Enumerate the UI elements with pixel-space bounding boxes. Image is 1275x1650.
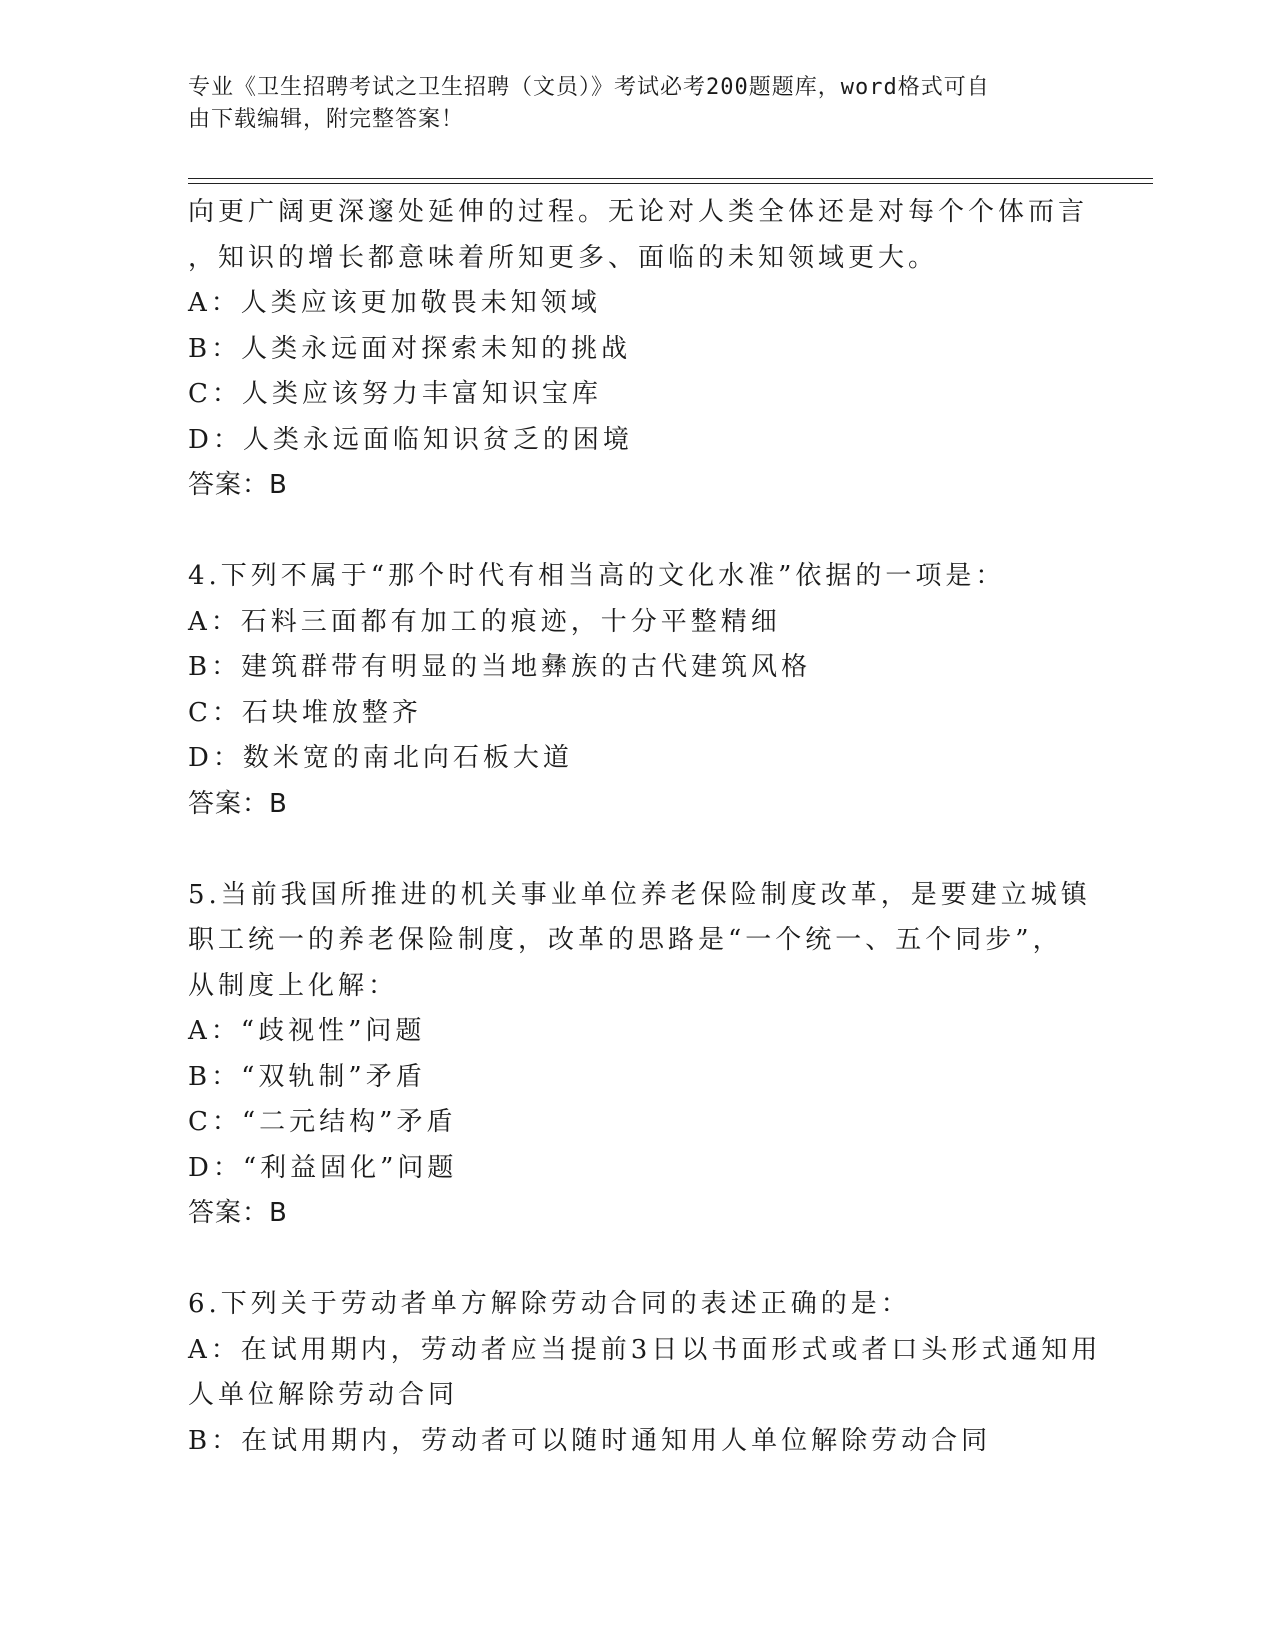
answer-line: 答案：B [188, 470, 288, 500]
document-body [188, 190, 1102, 1464]
option-c: C：石块堆放整齐 [188, 697, 422, 728]
option-a: A：人类应该更加敬畏未知领域 [188, 288, 601, 318]
option-a: A：在试用期内，劳动者应当提前3日以书面形式或者口头形式通知用 [188, 1334, 1102, 1365]
question-3 [188, 190, 1088, 509]
spacer [188, 509, 1088, 555]
option-b: B：在试用期内，劳动者可以随时通知用人单位解除劳动合同 [188, 1425, 992, 1456]
header-rule-top [188, 178, 1153, 179]
option-a-continued: 人单位解除劳动合同 [188, 1380, 459, 1410]
option-b: B：建筑群带有明显的当地彝族的古代建筑风格 [188, 652, 812, 682]
question-stem-line: 5.当前我国所推进的机关事业单位养老保险制度改革，是要建立城镇 [188, 879, 1091, 910]
question-stem-line: ，知识的增长都意味着所知更多、面临的未知领域更大。 [188, 242, 939, 273]
question-stem-line: 6.下列关于劳动者单方解除劳动合同的表述正确的是： [188, 1289, 911, 1319]
question-6 [188, 1282, 1102, 1464]
option-d: D：“利益固化”问题 [188, 1152, 458, 1183]
option-d: D：人类永远面临知识贫乏的困境 [188, 424, 633, 455]
spacer [188, 1237, 1088, 1283]
option-b: B：人类永远面对探索未知的挑战 [188, 333, 632, 364]
option-a: A：“歧视性”问题 [188, 1016, 426, 1046]
question-5 [188, 873, 1091, 1237]
question-stem-line: 向更广阔更深邃处延伸的过程。无论对人类全体还是对每个个体而言 [188, 197, 1089, 227]
question-stem-line: 从制度上化解： [188, 970, 399, 1001]
question-stem-line: 职工统一的养老保险制度，改革的思路是“一个统一、五个同步”， [188, 925, 1063, 955]
option-c: C：“二元结构”矛盾 [188, 1107, 457, 1137]
answer-line: 答案：B [188, 1198, 288, 1228]
option-b: B：“双轨制”矛盾 [188, 1061, 426, 1092]
header-line-1: 专业《卫生招聘考试之卫生招聘（文员）》考试必考200题题库，word格式可自 [188, 75, 990, 100]
answer-line: 答案：B [188, 788, 288, 819]
header-rule-bottom [188, 183, 1153, 184]
document-header [188, 72, 1068, 136]
question-4 [188, 554, 1088, 827]
option-d: D：数米宽的南北向石板大道 [188, 743, 573, 773]
spacer [188, 827, 1088, 873]
question-stem-line: 4.下列不属于“那个时代有相当高的文化水准”依据的一项是： [188, 561, 1006, 591]
option-a: A：石料三面都有加工的痕迹，十分平整精细 [188, 606, 781, 637]
header-line-2: 由下载编辑，附完整答案！ [188, 107, 465, 132]
option-c: C：人类应该努力丰富知识宝库 [188, 379, 602, 409]
